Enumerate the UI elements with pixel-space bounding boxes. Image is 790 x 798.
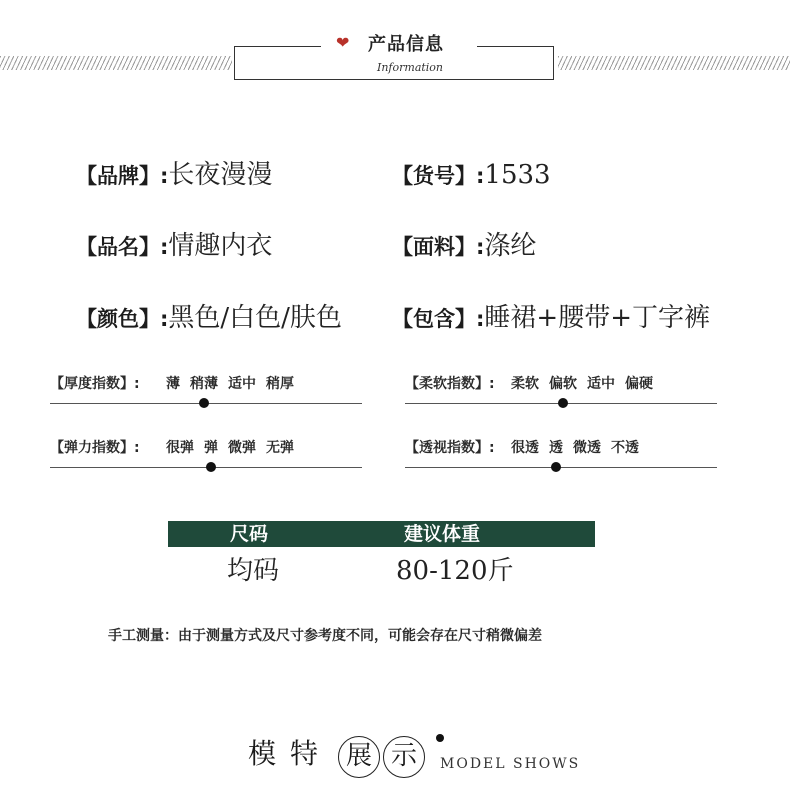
spec-color-label: 【颜色】: bbox=[76, 307, 169, 331]
spec-name bbox=[76, 233, 272, 259]
model-subtitle: MODEL SHOWS bbox=[440, 756, 581, 772]
decorative-hatch-left bbox=[0, 56, 232, 70]
size-column-header: 尺码 bbox=[230, 523, 269, 545]
scale-transparency-options bbox=[511, 440, 639, 456]
scale-option: 稍厚 bbox=[266, 376, 294, 392]
scale-option: 无弹 bbox=[266, 440, 294, 456]
scale-transparency bbox=[405, 440, 717, 476]
scale-softness-label: 【柔软指数】: bbox=[405, 376, 495, 392]
size-table-header bbox=[168, 521, 595, 547]
spec-fabric-value: 涤纶 bbox=[484, 231, 537, 261]
scale-thickness bbox=[50, 376, 362, 412]
scale-option: 弹 bbox=[204, 440, 218, 456]
section-title: 产品信息 bbox=[368, 34, 444, 55]
scale-option: 偏硬 bbox=[625, 376, 653, 392]
spec-name-value: 情趣内衣 bbox=[168, 231, 273, 261]
scale-line bbox=[405, 467, 717, 468]
model-title-char: 展 bbox=[345, 741, 372, 771]
scale-marker-dot bbox=[199, 398, 209, 408]
scale-elasticity-label: 【弹力指数】: bbox=[50, 440, 140, 456]
model-title-char: 特 bbox=[290, 737, 319, 770]
scale-option: 适中 bbox=[228, 376, 256, 392]
spec-brand-label: 【品牌】: bbox=[76, 164, 169, 188]
spec-fabric bbox=[392, 233, 536, 259]
scale-softness-options bbox=[511, 376, 653, 392]
model-title-char: 模 bbox=[248, 737, 277, 770]
scale-option: 柔软 bbox=[511, 376, 539, 392]
heart-icon: ❤ bbox=[336, 33, 350, 52]
scale-option: 适中 bbox=[587, 376, 615, 392]
spec-includes bbox=[392, 305, 710, 331]
scale-option: 不透 bbox=[611, 440, 639, 456]
spec-color bbox=[76, 305, 342, 331]
scale-option: 微透 bbox=[573, 440, 601, 456]
scale-marker-dot bbox=[206, 462, 216, 472]
weight-value: 80-120斤 bbox=[396, 556, 514, 586]
decorative-dot bbox=[436, 734, 444, 742]
scale-option: 偏软 bbox=[549, 376, 577, 392]
scale-option: 很弹 bbox=[166, 440, 194, 456]
spec-includes-value: 睡裙+腰带+丁字裤 bbox=[484, 303, 710, 333]
spec-item-no-value: 1533 bbox=[484, 160, 551, 190]
spec-brand-value: 长夜漫漫 bbox=[168, 160, 273, 190]
scale-option: 薄 bbox=[166, 376, 180, 392]
section-subtitle: Information bbox=[377, 61, 444, 74]
scale-option: 稍薄 bbox=[190, 376, 218, 392]
weight-column-header: 建议体重 bbox=[404, 523, 481, 545]
size-value: 均码 bbox=[227, 556, 280, 586]
spec-fabric-label: 【面料】: bbox=[392, 235, 485, 259]
scale-softness bbox=[405, 376, 717, 412]
spec-item-no-label: 【货号】: bbox=[392, 164, 485, 188]
spec-item-no bbox=[392, 162, 551, 188]
circled-char-badge bbox=[338, 736, 380, 778]
scale-marker-dot bbox=[558, 398, 568, 408]
model-title-char: 示 bbox=[390, 741, 417, 771]
spec-color-value: 黑色/白色/肤色 bbox=[168, 303, 342, 333]
scale-thickness-options bbox=[166, 376, 294, 392]
scale-option: 微弹 bbox=[228, 440, 256, 456]
circled-char-badge bbox=[383, 736, 425, 778]
spec-brand bbox=[76, 162, 272, 188]
measurement-note: 手工测量：由于测量方式及尺寸参考度不同，可能会存在尺寸稍微偏差 bbox=[108, 628, 542, 644]
spec-includes-label: 【包含】: bbox=[392, 307, 485, 331]
decorative-hatch-right bbox=[558, 56, 790, 70]
scale-transparency-label: 【透视指数】: bbox=[405, 440, 495, 456]
scale-marker-dot bbox=[551, 462, 561, 472]
spec-name-label: 【品名】: bbox=[76, 235, 169, 259]
scale-option: 很透 bbox=[511, 440, 539, 456]
scale-elasticity bbox=[50, 440, 362, 476]
scale-elasticity-options bbox=[166, 440, 294, 456]
scale-thickness-label: 【厚度指数】: bbox=[50, 376, 140, 392]
scale-option: 透 bbox=[549, 440, 563, 456]
